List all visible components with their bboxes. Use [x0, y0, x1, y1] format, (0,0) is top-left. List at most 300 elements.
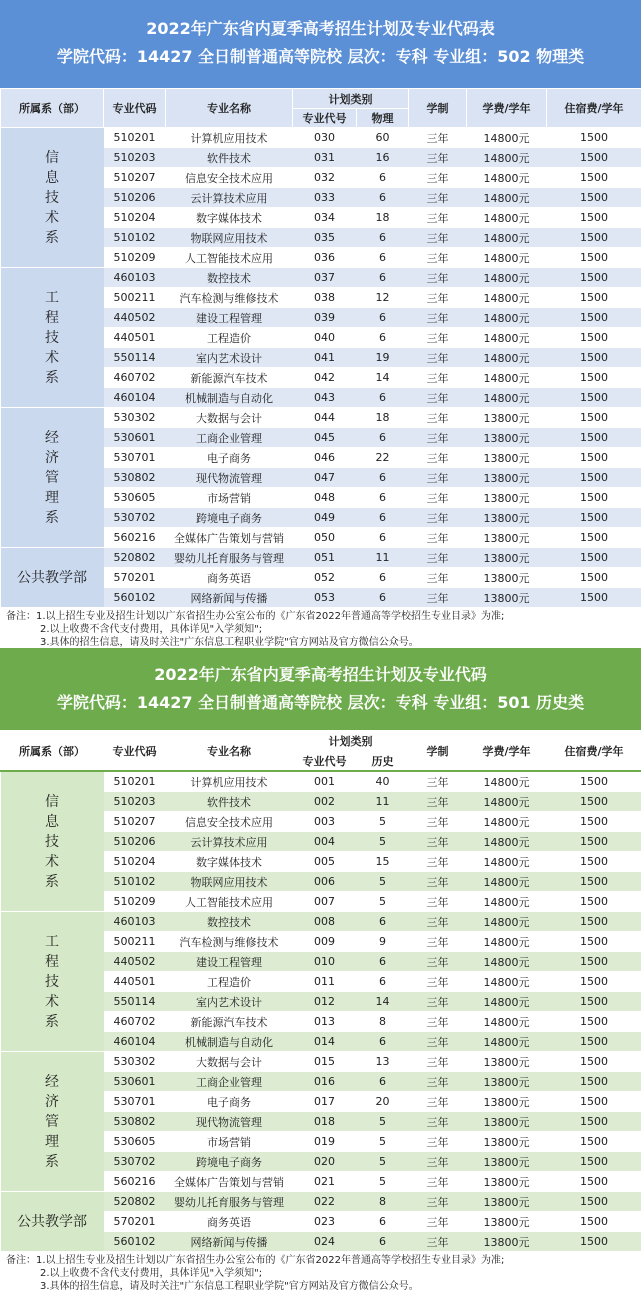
department-name: 工程技术系 — [44, 288, 60, 388]
cell-dorm: 1500 — [547, 932, 641, 952]
cell-plan-code: 052 — [293, 568, 357, 588]
cell-count: 5 — [357, 812, 409, 832]
cell-count: 11 — [357, 792, 409, 812]
cell-years: 三年 — [409, 528, 467, 548]
cell-code: 440502 — [104, 952, 166, 972]
cell-plan-code: 051 — [293, 548, 357, 568]
cell-count: 13 — [357, 1052, 409, 1072]
cell-code: 520802 — [104, 1192, 166, 1212]
cell-count: 5 — [357, 872, 409, 892]
cell-count: 6 — [357, 952, 409, 972]
cell-tuition: 13800元 — [467, 1132, 547, 1152]
cell-tuition: 13800元 — [467, 448, 547, 468]
note-line: 2.以上收费不含代支付费用，具体详见"入学须知"; — [6, 1267, 641, 1280]
department-cell — [1, 1192, 104, 1252]
cell-years: 三年 — [409, 812, 467, 832]
cell-years: 三年 — [409, 771, 467, 792]
cell-dorm: 1500 — [547, 892, 641, 912]
department-cell — [1, 408, 104, 548]
cell-plan-code: 033 — [293, 188, 357, 208]
cell-dorm: 1500 — [547, 852, 641, 872]
cell-count: 40 — [357, 771, 409, 792]
cell-years: 三年 — [409, 1012, 467, 1032]
cell-tuition: 14800元 — [467, 1012, 547, 1032]
cell-tuition: 14800元 — [467, 228, 547, 248]
history-title: 2022年广东省内夏季高考招生计划及专业代码 — [0, 648, 641, 686]
department-cell — [1, 128, 104, 268]
cell-years: 三年 — [409, 1192, 467, 1212]
cell-dorm: 1500 — [547, 548, 641, 568]
cell-years: 三年 — [409, 388, 467, 408]
cell-name: 网络新闻与传播 — [166, 588, 293, 608]
cell-count: 6 — [357, 972, 409, 992]
cell-name: 软件技术 — [166, 792, 293, 812]
cell-name: 大数据与会计 — [166, 408, 293, 428]
cell-name: 云计算技术应用 — [166, 832, 293, 852]
history-table-body — [1, 771, 641, 1252]
note-line: 2.以上收费不含代支付费用，具体详见"入学须知"; — [6, 623, 641, 636]
cell-dorm: 1500 — [547, 771, 641, 792]
cell-tuition: 14800元 — [467, 852, 547, 872]
cell-count: 6 — [357, 1212, 409, 1232]
cell-count: 6 — [357, 248, 409, 268]
cell-years: 三年 — [409, 1072, 467, 1092]
cell-tuition: 14800元 — [467, 168, 547, 188]
col-header-physics: 物理 — [357, 109, 409, 128]
cell-years: 三年 — [409, 508, 467, 528]
cell-code: 530802 — [104, 1112, 166, 1132]
cell-dorm: 1500 — [547, 872, 641, 892]
cell-dorm: 1500 — [547, 832, 641, 852]
cell-name: 市场营销 — [166, 488, 293, 508]
cell-dorm: 1500 — [547, 468, 641, 488]
cell-years: 三年 — [409, 268, 467, 288]
department-name: 工程技术系 — [44, 932, 60, 1032]
col-header-dept: 所属系（部） — [1, 89, 104, 128]
cell-years: 三年 — [409, 852, 467, 872]
cell-code: 500211 — [104, 288, 166, 308]
cell-dorm: 1500 — [547, 508, 641, 528]
cell-years: 三年 — [409, 1152, 467, 1172]
cell-tuition: 13800元 — [467, 1092, 547, 1112]
cell-years: 三年 — [409, 208, 467, 228]
cell-plan-code: 017 — [293, 1092, 357, 1112]
cell-years: 三年 — [409, 972, 467, 992]
cell-dorm: 1500 — [547, 972, 641, 992]
cell-count: 20 — [357, 1092, 409, 1112]
cell-code: 510201 — [104, 771, 166, 792]
cell-plan-code: 008 — [293, 912, 357, 932]
cell-count: 6 — [357, 488, 409, 508]
cell-tuition: 14800元 — [467, 832, 547, 852]
physics-table-body — [1, 128, 641, 608]
cell-count: 14 — [357, 368, 409, 388]
cell-tuition: 14800元 — [467, 288, 547, 308]
cell-count: 6 — [357, 188, 409, 208]
cell-years: 三年 — [409, 168, 467, 188]
col-header-dorm: 住宿费/学年 — [547, 89, 641, 128]
col-header-name: 专业名称 — [166, 731, 293, 772]
cell-count: 11 — [357, 548, 409, 568]
col-header-name: 专业名称 — [166, 89, 293, 128]
cell-code: 460104 — [104, 1032, 166, 1052]
cell-tuition: 13800元 — [467, 1112, 547, 1132]
cell-name: 全媒体广告策划与营销 — [166, 528, 293, 548]
cell-count: 6 — [357, 308, 409, 328]
cell-code: 530702 — [104, 508, 166, 528]
cell-count: 9 — [357, 932, 409, 952]
cell-plan-code: 037 — [293, 268, 357, 288]
cell-plan-code: 046 — [293, 448, 357, 468]
cell-plan-code: 042 — [293, 368, 357, 388]
cell-dorm: 1500 — [547, 568, 641, 588]
cell-code: 530605 — [104, 488, 166, 508]
cell-count: 19 — [357, 348, 409, 368]
cell-tuition: 14800元 — [467, 932, 547, 952]
cell-plan-code: 002 — [293, 792, 357, 812]
cell-code: 530802 — [104, 468, 166, 488]
cell-tuition: 14800元 — [467, 348, 547, 368]
cell-name: 计算机应用技术 — [166, 771, 293, 792]
cell-tuition: 14800元 — [467, 208, 547, 228]
cell-years: 三年 — [409, 348, 467, 368]
cell-years: 三年 — [409, 1052, 467, 1072]
cell-years: 三年 — [409, 1172, 467, 1192]
cell-plan-code: 041 — [293, 348, 357, 368]
cell-tuition: 14800元 — [467, 368, 547, 388]
cell-count: 12 — [357, 288, 409, 308]
department-cell — [1, 771, 104, 912]
cell-tuition: 14800元 — [467, 248, 547, 268]
cell-dorm: 1500 — [547, 812, 641, 832]
cell-name: 机械制造与自动化 — [166, 1032, 293, 1052]
cell-tuition: 14800元 — [467, 1032, 547, 1052]
cell-dorm: 1500 — [547, 448, 641, 468]
table-row — [1, 548, 641, 568]
cell-name: 云计算技术应用 — [166, 188, 293, 208]
col-header-code: 专业代码 — [104, 731, 166, 772]
cell-code: 510102 — [104, 228, 166, 248]
cell-name: 现代物流管理 — [166, 1112, 293, 1132]
cell-name: 工程造价 — [166, 328, 293, 348]
cell-years: 三年 — [409, 188, 467, 208]
cell-plan-code: 045 — [293, 428, 357, 448]
cell-tuition: 14800元 — [467, 872, 547, 892]
cell-code: 510209 — [104, 248, 166, 268]
note-line: 3.具体的招生信息，请及时关注"广东信息工程职业学院"官方网站及官方微信公众号。 — [6, 636, 641, 649]
cell-name: 工程造价 — [166, 972, 293, 992]
cell-tuition: 14800元 — [467, 972, 547, 992]
cell-years: 三年 — [409, 288, 467, 308]
cell-count: 6 — [357, 528, 409, 548]
cell-count: 6 — [357, 268, 409, 288]
cell-count: 6 — [357, 588, 409, 608]
cell-name: 机械制造与自动化 — [166, 388, 293, 408]
cell-name: 建设工程管理 — [166, 952, 293, 972]
table-row — [1, 1192, 641, 1212]
cell-plan-code: 022 — [293, 1192, 357, 1212]
cell-name: 信息安全技术应用 — [166, 812, 293, 832]
cell-tuition: 13800元 — [467, 1172, 547, 1192]
cell-code: 510203 — [104, 148, 166, 168]
cell-count: 5 — [357, 892, 409, 912]
col-header-history: 历史 — [357, 752, 409, 772]
cell-dorm: 1500 — [547, 1192, 641, 1212]
history-table — [0, 730, 641, 1252]
cell-years: 三年 — [409, 128, 467, 148]
cell-name: 物联网应用技术 — [166, 872, 293, 892]
cell-years: 三年 — [409, 548, 467, 568]
cell-name: 汽车检测与维修技术 — [166, 932, 293, 952]
cell-years: 三年 — [409, 328, 467, 348]
physics-banner — [0, 0, 641, 88]
cell-plan-code: 043 — [293, 388, 357, 408]
cell-plan-code: 023 — [293, 1212, 357, 1232]
table-row — [1, 1052, 641, 1072]
cell-plan-code: 047 — [293, 468, 357, 488]
cell-code: 500211 — [104, 932, 166, 952]
cell-plan-code: 018 — [293, 1112, 357, 1132]
cell-tuition: 14800元 — [467, 992, 547, 1012]
cell-plan-code: 030 — [293, 128, 357, 148]
cell-code: 530701 — [104, 1092, 166, 1112]
cell-plan-code: 010 — [293, 952, 357, 972]
cell-plan-code: 020 — [293, 1152, 357, 1172]
cell-plan-code: 005 — [293, 852, 357, 872]
cell-dorm: 1500 — [547, 228, 641, 248]
cell-count: 8 — [357, 1012, 409, 1032]
cell-dorm: 1500 — [547, 1132, 641, 1152]
cell-name: 跨境电子商务 — [166, 1152, 293, 1172]
department-cell — [1, 548, 104, 608]
physics-subtitle: 学院代码：14427 全日制普通高等院校 层次：专科 专业组：502 物理类 — [0, 40, 641, 68]
cell-plan-code: 039 — [293, 308, 357, 328]
cell-dorm: 1500 — [547, 1032, 641, 1052]
cell-dorm: 1500 — [547, 188, 641, 208]
cell-years: 三年 — [409, 1232, 467, 1252]
cell-count: 6 — [357, 1072, 409, 1092]
col-header-plan: 计划类别 — [293, 89, 409, 109]
cell-plan-code: 011 — [293, 972, 357, 992]
cell-code: 560216 — [104, 528, 166, 548]
cell-tuition: 14800元 — [467, 771, 547, 792]
cell-tuition: 14800元 — [467, 128, 547, 148]
cell-dorm: 1500 — [547, 388, 641, 408]
cell-plan-code: 021 — [293, 1172, 357, 1192]
cell-tuition: 13800元 — [467, 588, 547, 608]
cell-count: 6 — [357, 328, 409, 348]
cell-tuition: 14800元 — [467, 792, 547, 812]
cell-code: 560102 — [104, 588, 166, 608]
cell-dorm: 1500 — [547, 488, 641, 508]
cell-years: 三年 — [409, 1212, 467, 1232]
cell-tuition: 14800元 — [467, 912, 547, 932]
cell-tuition: 13800元 — [467, 488, 547, 508]
col-header-tuition: 学费/学年 — [467, 89, 547, 128]
history-sheet — [0, 648, 641, 1293]
cell-tuition: 13800元 — [467, 408, 547, 428]
cell-name: 全媒体广告策划与营销 — [166, 1172, 293, 1192]
cell-code: 440501 — [104, 972, 166, 992]
cell-plan-code: 014 — [293, 1032, 357, 1052]
cell-tuition: 13800元 — [467, 528, 547, 548]
cell-count: 6 — [357, 912, 409, 932]
cell-dorm: 1500 — [547, 328, 641, 348]
cell-code: 570201 — [104, 1212, 166, 1232]
department-cell — [1, 1052, 104, 1192]
cell-tuition: 14800元 — [467, 328, 547, 348]
cell-name: 工商企业管理 — [166, 1072, 293, 1092]
cell-dorm: 1500 — [547, 952, 641, 972]
col-header-tuition: 学费/学年 — [467, 731, 547, 772]
cell-name: 人工智能技术应用 — [166, 248, 293, 268]
cell-count: 5 — [357, 1152, 409, 1172]
cell-years: 三年 — [409, 912, 467, 932]
cell-code: 560216 — [104, 1172, 166, 1192]
cell-name: 信息安全技术应用 — [166, 168, 293, 188]
cell-name: 新能源汽车技术 — [166, 368, 293, 388]
cell-years: 三年 — [409, 148, 467, 168]
cell-name: 汽车检测与维修技术 — [166, 288, 293, 308]
cell-name: 数控技术 — [166, 268, 293, 288]
cell-tuition: 14800元 — [467, 812, 547, 832]
cell-dorm: 1500 — [547, 168, 641, 188]
cell-years: 三年 — [409, 992, 467, 1012]
cell-code: 510102 — [104, 872, 166, 892]
cell-tuition: 13800元 — [467, 1052, 547, 1072]
cell-years: 三年 — [409, 308, 467, 328]
cell-dorm: 1500 — [547, 1112, 641, 1132]
cell-tuition: 14800元 — [467, 952, 547, 972]
department-name: 信息技术系 — [44, 148, 60, 248]
cell-count: 16 — [357, 148, 409, 168]
history-banner — [0, 648, 641, 730]
cell-name: 室内艺术设计 — [166, 992, 293, 1012]
cell-dorm: 1500 — [547, 1012, 641, 1032]
cell-years: 三年 — [409, 932, 467, 952]
cell-code: 510209 — [104, 892, 166, 912]
physics-notes — [0, 608, 641, 649]
cell-dorm: 1500 — [547, 288, 641, 308]
cell-dorm: 1500 — [547, 348, 641, 368]
cell-dorm: 1500 — [547, 128, 641, 148]
cell-count: 18 — [357, 208, 409, 228]
cell-plan-code: 013 — [293, 1012, 357, 1032]
cell-code: 570201 — [104, 568, 166, 588]
cell-name: 数字媒体技术 — [166, 208, 293, 228]
cell-tuition: 13800元 — [467, 1072, 547, 1092]
cell-name: 工商企业管理 — [166, 428, 293, 448]
cell-plan-code: 036 — [293, 248, 357, 268]
department-cell — [1, 268, 104, 408]
cell-name: 跨境电子商务 — [166, 508, 293, 528]
cell-plan-code: 001 — [293, 771, 357, 792]
cell-code: 460103 — [104, 268, 166, 288]
cell-count: 6 — [357, 1232, 409, 1252]
cell-years: 三年 — [409, 488, 467, 508]
cell-dorm: 1500 — [547, 588, 641, 608]
cell-years: 三年 — [409, 408, 467, 428]
cell-count: 14 — [357, 992, 409, 1012]
cell-years: 三年 — [409, 1112, 467, 1132]
cell-count: 6 — [357, 508, 409, 528]
note-line: 备注：1.以上招生专业及招生计划以广东省招生办公室公布的《广东省2022年普通高等学校招生专业目录》为准; — [6, 610, 641, 623]
cell-years: 三年 — [409, 1132, 467, 1152]
cell-count: 6 — [357, 168, 409, 188]
cell-years: 三年 — [409, 892, 467, 912]
physics-title: 2022年广东省内夏季高考招生计划及专业代码表 — [0, 0, 641, 40]
cell-code: 530601 — [104, 428, 166, 448]
cell-code: 510207 — [104, 168, 166, 188]
col-header-years: 学制 — [409, 731, 467, 772]
cell-plan-code: 049 — [293, 508, 357, 528]
cell-code: 510206 — [104, 188, 166, 208]
department-name: 公共教学部 — [1, 568, 104, 588]
cell-code: 530302 — [104, 1052, 166, 1072]
table-row — [1, 771, 641, 792]
cell-name: 数字媒体技术 — [166, 852, 293, 872]
cell-name: 商务英语 — [166, 568, 293, 588]
cell-count: 6 — [357, 568, 409, 588]
cell-dorm: 1500 — [547, 912, 641, 932]
cell-dorm: 1500 — [547, 368, 641, 388]
cell-plan-code: 032 — [293, 168, 357, 188]
physics-table — [0, 88, 641, 608]
cell-count: 6 — [357, 468, 409, 488]
cell-code: 530302 — [104, 408, 166, 428]
cell-name: 大数据与会计 — [166, 1052, 293, 1072]
cell-code: 460103 — [104, 912, 166, 932]
cell-plan-code: 009 — [293, 932, 357, 952]
cell-tuition: 13800元 — [467, 1212, 547, 1232]
cell-dorm: 1500 — [547, 528, 641, 548]
cell-years: 三年 — [409, 248, 467, 268]
col-header-plan: 计划类别 — [293, 731, 409, 752]
cell-code: 530701 — [104, 448, 166, 468]
cell-plan-code: 016 — [293, 1072, 357, 1092]
cell-tuition: 13800元 — [467, 428, 547, 448]
cell-plan-code: 012 — [293, 992, 357, 1012]
cell-code: 530702 — [104, 1152, 166, 1172]
cell-plan-code: 004 — [293, 832, 357, 852]
cell-years: 三年 — [409, 832, 467, 852]
department-name: 公共教学部 — [1, 1212, 104, 1232]
cell-years: 三年 — [409, 448, 467, 468]
cell-years: 三年 — [409, 1092, 467, 1112]
cell-plan-code: 040 — [293, 328, 357, 348]
table-row — [1, 268, 641, 288]
cell-dorm: 1500 — [547, 408, 641, 428]
cell-name: 现代物流管理 — [166, 468, 293, 488]
cell-count: 18 — [357, 408, 409, 428]
cell-tuition: 14800元 — [467, 892, 547, 912]
cell-count: 6 — [357, 388, 409, 408]
cell-name: 网络新闻与传播 — [166, 1232, 293, 1252]
cell-tuition: 14800元 — [467, 268, 547, 288]
department-cell — [1, 912, 104, 1052]
department-name: 信息技术系 — [44, 792, 60, 892]
cell-tuition: 13800元 — [467, 568, 547, 588]
cell-tuition: 13800元 — [467, 468, 547, 488]
cell-dorm: 1500 — [547, 1212, 641, 1232]
cell-tuition: 14800元 — [467, 388, 547, 408]
department-name: 经济管理系 — [44, 1072, 60, 1172]
cell-code: 510207 — [104, 812, 166, 832]
note-line: 3.具体的招生信息，请及时关注"广东信息工程职业学院"官方网站及官方微信公众号。 — [6, 1280, 641, 1293]
col-header-years: 学制 — [409, 89, 467, 128]
cell-plan-code: 053 — [293, 588, 357, 608]
cell-code: 550114 — [104, 348, 166, 368]
